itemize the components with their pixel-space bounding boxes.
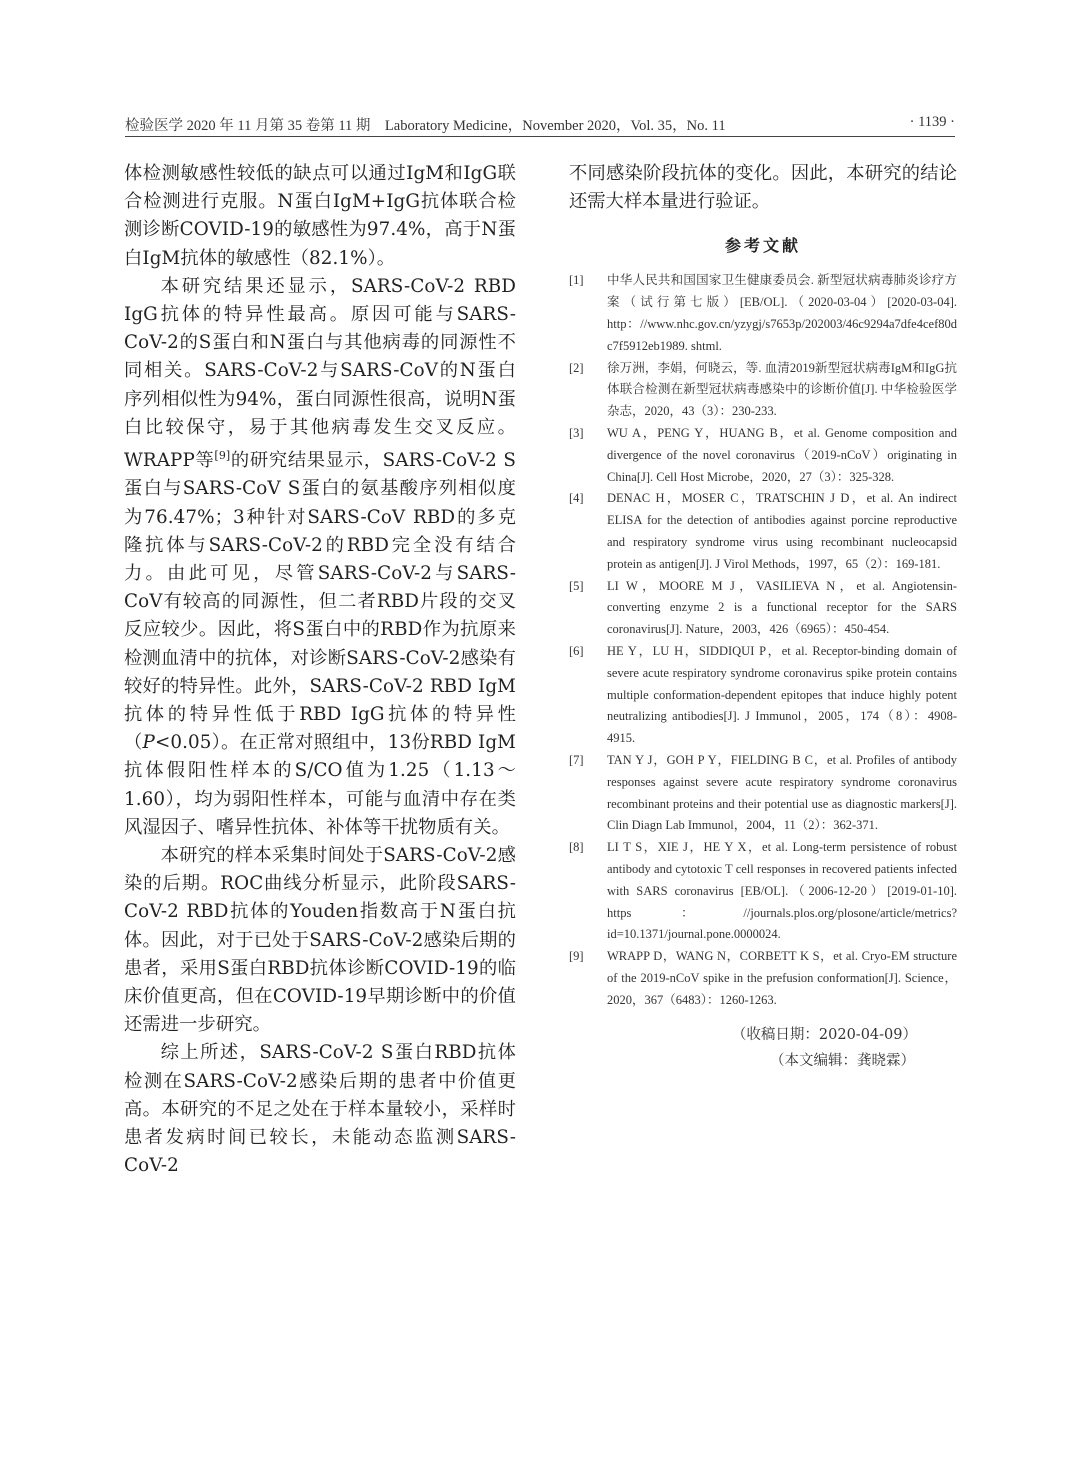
running-header	[125, 114, 955, 137]
paragraph-2-a: 本研究结果还显示，SARS-CoV-2 RBD IgG抗体的特异性最高。原因可能与SARS-CoV-2的S蛋白和N蛋白与其他病毒的同源性不同相关。SARS-CoV-2与SARS-CoV的N蛋白序列相似性为94%，蛋白同源性很高，说明N蛋白比较保守，易于其他病毒发生交叉反应。WRAPP等	[124, 275, 516, 472]
reference-number: [3]	[569, 425, 584, 440]
reference-item	[569, 837, 957, 946]
reference-number: [6]	[569, 643, 584, 658]
citation-9: [9]	[214, 449, 231, 463]
journal-header: 检验医学 2020 年 11 月第 35 卷第 11 期 Laboratory Medicine，November 2020，Vol. 35，No. 11	[125, 118, 726, 134]
left-column	[124, 160, 516, 1180]
paragraph-4: 综上所述，SARS-CoV-2 S蛋白RBD抗体检测在SARS-CoV-2感染后期的患者中价值更高。本研究的不足之处在于样本量较小，采样时患者发病时间已较长，未能动态监测SARS-CoV-2	[124, 1042, 516, 1177]
reference-number: [4]	[569, 491, 584, 506]
page-number: · 1139 ·	[909, 114, 955, 130]
reference-number: [1]	[569, 273, 584, 288]
received-date: （收稿日期：2020-04-09）	[731, 1026, 917, 1043]
reference-text: 徐万洲，李娟，何晓云，等. 血清2019新型冠状病毒IgM和IgG抗体联合检测在新型冠状病毒感染中的诊断价值[J]. 中华检验医学杂志，2020，43（3）：230-233.	[607, 360, 957, 419]
reference-text: WRAPP D，WANG N，CORBETT K S，et al. Cryo-EM structure of the 2019-nCoV spike in the prefusion conformation[J]. Science，2020，367（6483）：1260-1263.	[607, 949, 957, 1007]
reference-number: [8]	[569, 840, 584, 855]
reference-item	[569, 358, 957, 423]
reference-item	[569, 270, 957, 357]
p-value-symbol: P	[142, 732, 155, 754]
reference-text: LI W，MOORE M J，VASILIEVA N，et al. Angiotensin-converting enzyme 2 is a functional receptor for the SARS coronavirus[J]. Nature，2003，426（6965）：450-454.	[607, 578, 957, 637]
reference-number: [9]	[569, 949, 584, 964]
right-column	[569, 160, 957, 1074]
reference-number: [7]	[569, 752, 584, 767]
reference-item	[569, 423, 957, 488]
reference-text: DENAC H，MOSER C，TRATSCHIN J D，et al. An indirect ELISA for the detection of antibodies against porcine reproductive and respiratory syndrome virus using recombinant nucleocapsid protein as antigen[J]. J Virol Methods，1997，65（2）：169-181.	[607, 491, 957, 571]
references-title: 参考文献	[724, 236, 801, 256]
paragraph-continuation: 不同感染阶段抗体的变化。因此，本研究的结论还需大样本量进行验证。	[569, 163, 957, 213]
paragraph-1: 体检测敏感性较低的缺点可以通过IgM和IgG联合检测进行克服。N蛋白IgM+IgG抗体联合检测诊断COVID-19的敏感性为97.4%，高于N蛋白IgM抗体的敏感性（82.1%）。	[124, 163, 516, 269]
reference-number: [5]	[569, 578, 584, 593]
paragraph-2-c: <0.05）。在正常对照组中，13份RBD IgM抗体假阳性样本的S/CO值为1.25（1.13～1.60），均为弱阳性样本，可能与血清中存在类风湿因子、嗜异性抗体、补体等干扰物质有关。	[124, 732, 516, 838]
reference-text: TAN Y J，GOH P Y，FIELDING B C，et al. Profiles of antibody responses against severe acute respiratory syndrome coronavirus recombinant proteins and their potential use as diagnostic markers[J]. Clin Diagn Lab Immunol，2004，11（2）：362-371.	[607, 752, 957, 833]
reference-item	[569, 488, 957, 575]
paragraph-2	[124, 273, 516, 842]
reference-text: LI T S，XIE J，HE Y X，et al. Long-term persistence of robust antibody and cytotoxic T cell responses in recovered patients infected with SARS coronavirus [EB/OL].（2006-12-20）[2019-01-10]. https：//journals.plos.org/plosone/article/metrics?id=10.1371/journal.pone.0000024.	[607, 840, 957, 942]
editor-note: （本文编辑：龚晓霖）	[770, 1052, 915, 1069]
reference-item	[569, 641, 957, 750]
paragraph-2-b: 的研究结果显示，SARS-CoV-2 S蛋白与SARS-CoV S蛋白的氨基酸序列相似度为76.47%；3种针对SARS-CoV RBD的多克隆抗体与SARS-CoV-2的RBD完全没有结合力。由此可见，尽管SARS-CoV-2与SARS-CoV有较高的同源性，但二者RBD片段的交叉反应较少。因此，将S蛋白中的RBD作为抗原来检测血清中的抗体，对诊断SARS-CoV-2感染有较好的特异性。此外，SARS-CoV-2 RBD IgM抗体的特异性低于RBD IgG抗体的特异性（	[124, 450, 516, 754]
reference-text: WU A，PENG Y，HUANG B，et al. Genome composition and divergence of the novel coronavirus（2019-nCoV）originating in China[J]. Cell Host Microbe，2020，27（3）：325-328.	[607, 425, 957, 484]
reference-item	[569, 946, 957, 1011]
reference-item	[569, 750, 957, 837]
reference-text: 中华人民共和国国家卫生健康委员会. 新型冠状病毒肺炎诊疗方案（试行第七版）[EB/OL].（2020-03-04）[2020-03-04]. http：//www.nhc.gov.cn/yzygj/s7653p/202003/46c9294a7dfe4cef80dc7f5912eb1989. shtml.	[607, 273, 957, 353]
reference-number: [2]	[569, 360, 584, 375]
reference-list	[569, 270, 957, 1011]
paragraph-3: 本研究的样本采集时间处于SARS-CoV-2感染的后期。ROC曲线分析显示，此阶段SARS-CoV-2 RBD抗体的Youden指数高于N蛋白抗体。因此，对于已处于SARS-CoV-2感染后期的患者，采用S蛋白RBD抗体诊断COVID-19的临床价值更高，但在COVID-19早期诊断中的价值还需进一步研究。	[124, 844, 516, 1036]
reference-item	[569, 576, 957, 641]
reference-text: HE Y，LU H，SIDDIQUI P，et al. Receptor-binding domain of severe acute respiratory syndrome coronavirus spike protein contains multiple conformation-dependent epitopes that induce highly potent neutralizing antibodies[J]. J Immunol，2005，174（8）：4908-4915.	[607, 643, 957, 746]
